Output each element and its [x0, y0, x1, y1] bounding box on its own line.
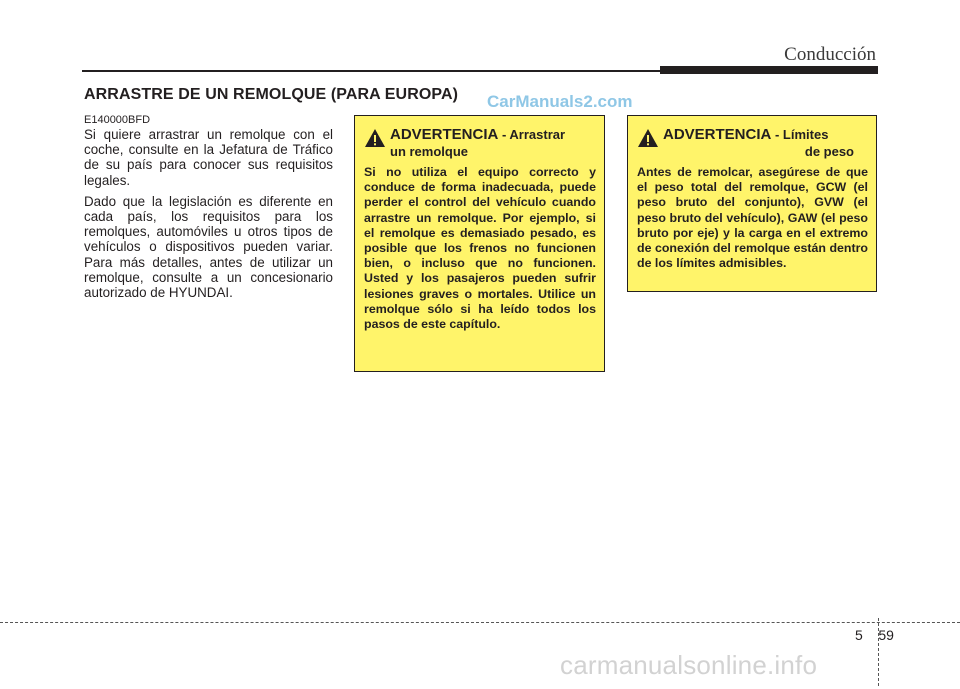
warning-title: Arrastrar: [509, 127, 566, 142]
section-title: ARRASTRE DE UN REMOLQUE (PARA EUROPA): [84, 86, 459, 103]
warning-triangle-icon: [364, 128, 386, 148]
warning-title: Límites: [782, 127, 829, 142]
warning-label: ADVERTENCIA: [390, 126, 499, 143]
chapter-title: Conducción: [784, 44, 876, 65]
page-number: [855, 627, 894, 643]
intro-text: [84, 127, 333, 306]
warning-box-weight-limits: [627, 115, 877, 292]
watermark-bottom[interactable]: carmanualsonline.info: [560, 650, 818, 680]
section-code: E140000BFD: [84, 114, 151, 126]
intro-paragraph-1: Si quiere arrastrar un remolque con el coche, consulte en la Jefatura de Tráfico de su país para conocer sus requisitos legales.: [84, 127, 333, 188]
warning-header: [364, 126, 596, 159]
warning-label: ADVERTENCIA: [663, 126, 772, 143]
warning-body: Si no utiliza el equipo correcto y conduce de forma inadecuada, puede perder el control del vehículo cuando arrastre un remolque. Por ejemplo, si el remolque es demasiado pesado, es posible que los frenos no funcionen bien, o incluso que no funcionen. Usted y los pasajeros pueden sufrir lesiones graves o mortales. Utilice un remolque sólo si ha leído todos los pasos de este capítulo.: [364, 165, 596, 332]
chapter-number: 5: [855, 627, 863, 643]
warning-header: [637, 126, 868, 159]
warning-title-line2: de peso: [804, 144, 854, 159]
warning-triangle-icon: [637, 128, 659, 148]
warning-box-towing: [354, 115, 605, 372]
warning-dash: -: [498, 127, 510, 142]
warning-title-line2: un remolque: [390, 144, 469, 159]
header-rule: [82, 70, 660, 72]
page-number-value: 59: [878, 627, 894, 643]
watermark-top[interactable]: CarManuals2.com: [487, 92, 633, 111]
header-rule-thick: [660, 66, 878, 74]
warning-body: Antes de remolcar, asegúrese de que el peso total del remolque, GCW (el peso bruto del conjunto), GVW (el peso bruto del vehículo), GAW (el peso bruto por eje) y la carga en el extremo de conexión del remolque están dentro de los límites admisibles.: [637, 165, 868, 271]
warning-dash: -: [771, 127, 783, 142]
footer-rule: [0, 622, 960, 623]
intro-paragraph-2: Dado que la legislación es diferente en cada país, los requisitos para los remolques, automóviles u otros tipos de vehículos o dispositivos pueden variar. Para más detalles, antes de utilizar un remolque, consulte a un concesionario autorizado de HYUNDAI.: [84, 193, 333, 301]
